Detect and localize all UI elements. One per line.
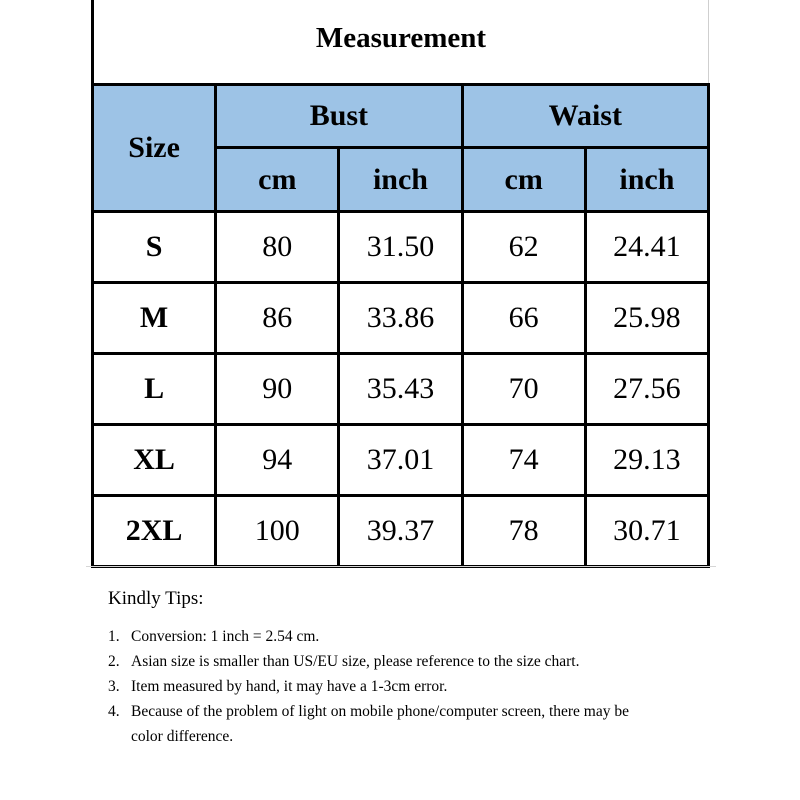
tips-list (108, 624, 651, 749)
list-item (108, 674, 651, 699)
cell-waist-cm: 70 (462, 354, 585, 425)
header-waist-inch: inch (585, 148, 708, 212)
cell-waist-inch: 29.13 (585, 425, 708, 496)
item-text: Conversion: 1 inch = 2.54 cm. (131, 628, 320, 645)
cell-waist-inch: 25.98 (585, 283, 708, 354)
cell-waist-inch: 30.71 (585, 496, 708, 567)
item-number: 2. (108, 653, 120, 670)
cell-bust-inch: 39.37 (339, 496, 462, 567)
item-number: 4. (108, 703, 120, 720)
list-item (108, 649, 651, 674)
cell-bust-inch: 37.01 (339, 425, 462, 496)
cell-bust-cm: 90 (216, 354, 339, 425)
header-bust-cm: cm (216, 148, 339, 212)
cell-bust-cm: 86 (216, 283, 339, 354)
header-size: Size (93, 85, 216, 212)
table-row (93, 283, 709, 354)
cell-waist-cm: 74 (462, 425, 585, 496)
chart-title: Measurement (315, 22, 487, 54)
header-waist-cm: cm (462, 148, 585, 212)
cell-size: L (93, 354, 216, 425)
cell-waist-cm: 62 (462, 212, 585, 283)
cell-bust-inch: 33.86 (339, 283, 462, 354)
cell-size: XL (93, 425, 216, 496)
cell-waist-inch: 27.56 (585, 354, 708, 425)
table-row (93, 425, 709, 496)
table-row (93, 496, 709, 567)
title-box (91, 0, 709, 84)
item-text: Asian size is smaller than US/EU size, please reference to the size chart. (131, 653, 580, 670)
cell-size: M (93, 283, 216, 354)
cell-size: 2XL (93, 496, 216, 567)
list-item (108, 624, 651, 649)
cell-bust-cm: 94 (216, 425, 339, 496)
header-bust-inch: inch (339, 148, 462, 212)
cell-bust-inch: 31.50 (339, 212, 462, 283)
tips-title: Kindly Tips: (108, 588, 204, 609)
header-row-groups (93, 85, 709, 148)
table-row (93, 212, 709, 283)
header-bust: Bust (216, 85, 462, 148)
item-number: 1. (108, 628, 120, 645)
cell-size: S (93, 212, 216, 283)
cell-waist-cm: 78 (462, 496, 585, 567)
item-text: Item measured by hand, it may have a 1-3cm error. (131, 678, 448, 695)
cell-waist-cm: 66 (462, 283, 585, 354)
cell-bust-cm: 80 (216, 212, 339, 283)
tips-section (108, 588, 651, 749)
divider (86, 566, 716, 567)
table-row (93, 354, 709, 425)
item-number: 3. (108, 678, 120, 695)
cell-bust-cm: 100 (216, 496, 339, 567)
cell-waist-inch: 24.41 (585, 212, 708, 283)
size-chart-table (91, 83, 710, 568)
cell-bust-inch: 35.43 (339, 354, 462, 425)
list-item (108, 699, 651, 749)
item-text: Because of the problem of light on mobile phone/computer screen, there may be color difference. (131, 703, 629, 745)
header-waist: Waist (462, 85, 708, 148)
